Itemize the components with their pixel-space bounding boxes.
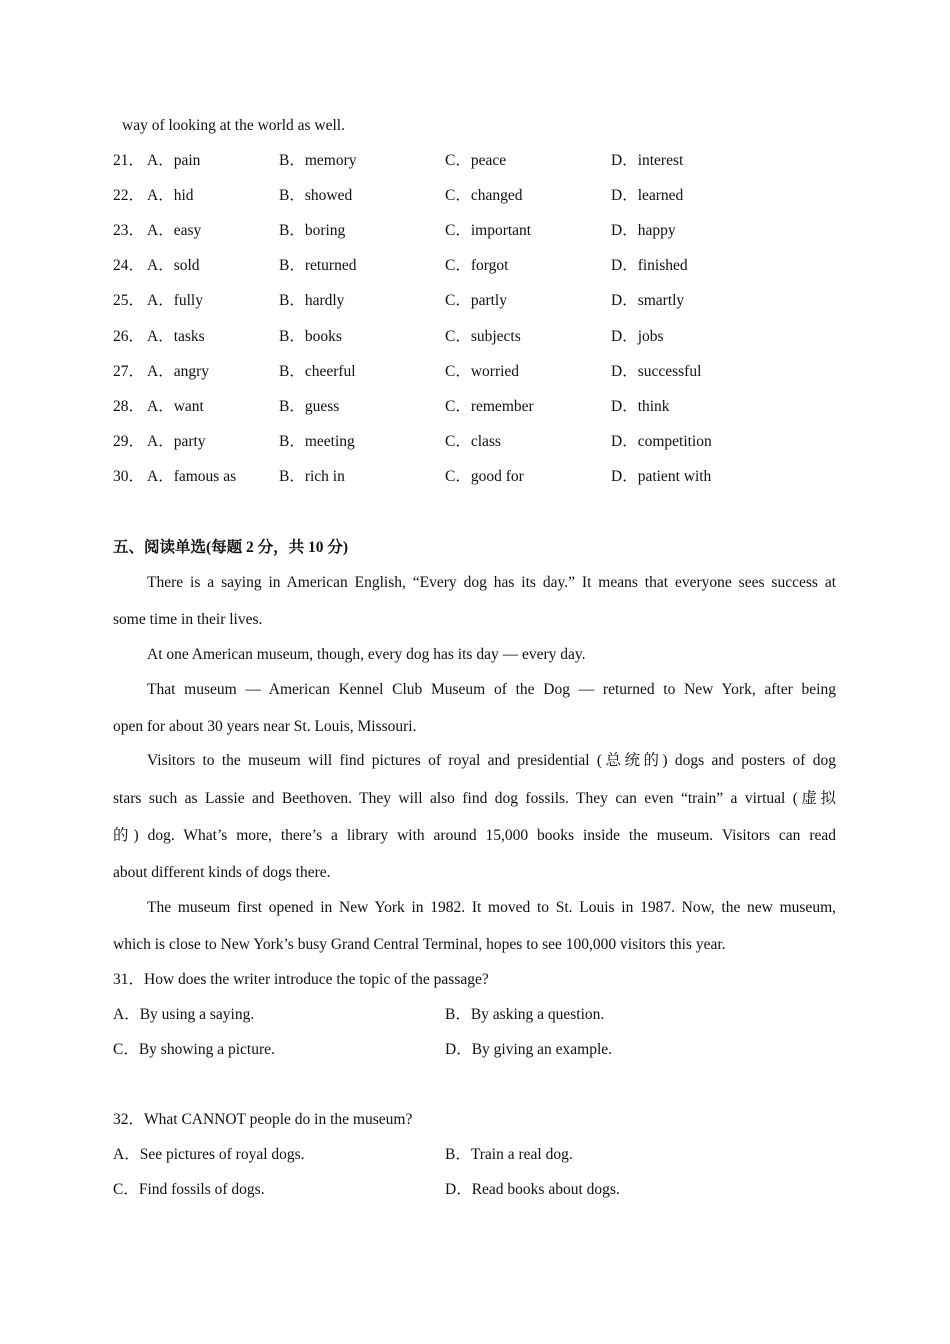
passage-line: about different kinds of dogs there.: [113, 864, 331, 881]
option-a: A．angry: [147, 362, 209, 380]
question-stem: 32．What CANNOT people do in the museum?: [113, 1111, 413, 1128]
option-d: D．patient with: [611, 467, 712, 485]
option-d: D．jobs: [611, 327, 664, 345]
option-a: A．famous as: [147, 467, 237, 485]
passage-line: 的) dog. What’s more, there’s a library with around 15,000 books inside the museum. Visitors can read: [113, 827, 836, 844]
question-number: 24．: [113, 257, 145, 275]
option-c: C．changed: [445, 187, 523, 205]
option-a: A．By using a saying.: [113, 1006, 255, 1023]
option-d: D．By giving an example.: [445, 1041, 613, 1058]
question-number: 27．: [113, 362, 145, 380]
option-d: D．successful: [611, 362, 702, 380]
option-c: C．By showing a picture.: [113, 1041, 275, 1058]
passage-line: That museum — American Kennel Club Museum of the Dog — returned to New York, after being: [147, 681, 836, 698]
passage-line: There is a saying in American English, “Every dog has its day.” It means that everyone sees success at: [147, 574, 836, 591]
section-heading: 五、阅读单选(每题 2 分，共 10 分): [113, 539, 349, 556]
question-number: 29．: [113, 432, 145, 450]
option-b: B．meeting: [279, 432, 355, 450]
option-b: B．books: [279, 327, 342, 345]
option-c: C．class: [445, 432, 501, 450]
passage-line: some time in their lives.: [113, 611, 263, 628]
option-a: A．tasks: [147, 327, 205, 345]
question-number: 25．: [113, 292, 145, 310]
question-stem: 31．How does the writer introduce the topic of the passage?: [113, 971, 489, 988]
option-b: B．rich in: [279, 467, 345, 485]
option-b: B．guess: [279, 397, 340, 415]
passage-line: which is close to New York’s busy Grand Central Terminal, hopes to see 100,000 visitors this year.: [113, 936, 726, 953]
option-c: C．important: [445, 222, 532, 240]
option-d: D．Read books about dogs.: [445, 1181, 620, 1198]
question-number: 21．: [113, 152, 145, 169]
option-c: C．good for: [445, 467, 524, 485]
question-number: 28．: [113, 397, 145, 415]
option-d: D．competition: [611, 432, 712, 450]
option-b: B．Train a real dog.: [445, 1146, 573, 1163]
option-c: C．remember: [445, 397, 534, 415]
option-d: D．finished: [611, 257, 688, 275]
passage-line: open for about 30 years near St. Louis, Missouri.: [113, 718, 417, 735]
question-number: 22．: [113, 187, 145, 205]
option-d: D．smartly: [611, 292, 685, 310]
option-c: C．partly: [445, 292, 507, 310]
option-a: A．party: [147, 432, 206, 450]
passage-line: At one American museum, though, every dog has its day — every day.: [147, 646, 586, 663]
option-b: B．boring: [279, 222, 346, 240]
option-d: D．happy: [611, 222, 676, 240]
option-d: D．think: [611, 397, 670, 415]
option-d: D．learned: [611, 187, 684, 205]
option-b: B．hardly: [279, 292, 345, 310]
option-b: B．cheerful: [279, 362, 356, 380]
option-c: C．Find fossils of dogs.: [113, 1181, 265, 1198]
passage-line: Visitors to the museum will find pictures of royal and presidential (总统的) dogs and posters of dog: [147, 752, 836, 769]
passage-line: The museum first opened in New York in 1982. It moved to St. Louis in 1987. Now, the new museum,: [147, 899, 836, 916]
option-d: D．interest: [611, 152, 684, 169]
option-c: C．worried: [445, 362, 520, 380]
option-b: B．showed: [279, 187, 353, 205]
question-number: 30．: [113, 467, 145, 485]
passage-line: stars such as Lassie and Beethoven. They will also find dog fossils. They can even “train” a virtual (虚拟: [113, 790, 836, 807]
option-a: A．pain: [147, 152, 201, 169]
option-a: A．fully: [147, 292, 203, 310]
passage-tail: way of looking at the world as well.: [122, 117, 345, 134]
option-b: B．By asking a question.: [445, 1006, 605, 1023]
option-a: A．easy: [147, 222, 202, 240]
option-a: A．hid: [147, 187, 194, 205]
option-b: B．returned: [279, 257, 357, 275]
question-number: 23．: [113, 222, 145, 240]
option-a: A．sold: [147, 257, 200, 275]
option-a: A．See pictures of royal dogs.: [113, 1146, 305, 1163]
option-c: C．subjects: [445, 327, 521, 345]
option-a: A．want: [147, 397, 204, 415]
option-c: C．forgot: [445, 257, 509, 275]
option-b: B．memory: [279, 152, 357, 169]
question-number: 26．: [113, 327, 145, 345]
option-c: C．peace: [445, 152, 507, 169]
